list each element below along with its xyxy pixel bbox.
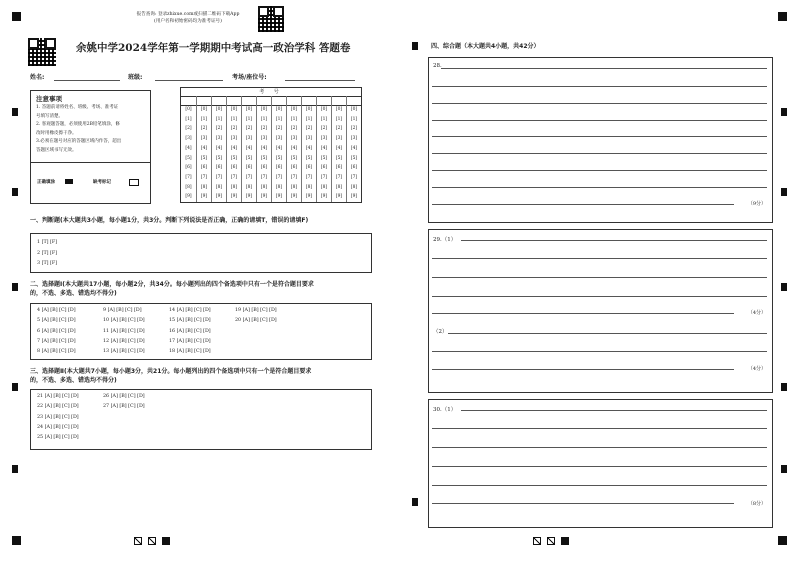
exam-digit-bubble[interactable]: [1] bbox=[335, 116, 343, 122]
exam-digit-bubble[interactable]: [3] bbox=[200, 136, 208, 142]
choice-column bbox=[103, 306, 145, 357]
exam-digit-bubble[interactable]: [2] bbox=[305, 126, 313, 132]
choice-item[interactable]: 20 [A] [B] [C] [D] bbox=[235, 318, 277, 324]
seat-field[interactable] bbox=[285, 80, 355, 81]
exam-digit-bubble[interactable]: [2] bbox=[275, 126, 283, 132]
answer-line[interactable] bbox=[432, 277, 767, 278]
judgement-item[interactable]: 3 [T] [F] bbox=[37, 261, 58, 266]
exam-digit-bubble[interactable]: [1] bbox=[245, 116, 253, 122]
report-query-note: 报告查询: 登录zhixue.com或扫描二维码下载App (用户名和初始密码均为准考证号) bbox=[136, 12, 240, 24]
exam-digit-bubble[interactable]: [8] bbox=[215, 184, 223, 190]
answer-line[interactable] bbox=[432, 258, 767, 259]
exam-digit-column[interactable] bbox=[316, 105, 331, 202]
corner-mark bbox=[778, 12, 787, 21]
exam-digit-bubble[interactable]: [4] bbox=[305, 145, 313, 151]
side-mark bbox=[12, 383, 18, 391]
exam-digit-bubble[interactable]: [8] bbox=[200, 184, 208, 190]
exam-digit-bubble[interactable]: [6] bbox=[230, 165, 238, 171]
exam-digit-column[interactable] bbox=[256, 105, 271, 202]
side-mark bbox=[781, 383, 787, 391]
exam-digit-bubble[interactable]: [9] bbox=[350, 194, 358, 200]
exam-digit-bubble[interactable]: [9] bbox=[200, 194, 208, 200]
answer-line[interactable] bbox=[432, 369, 734, 370]
corner-mark bbox=[12, 12, 21, 21]
choice-column bbox=[235, 306, 277, 327]
exam-digit-column[interactable] bbox=[181, 105, 196, 202]
exam-digit-bubble[interactable]: [6] bbox=[290, 165, 298, 171]
q29-score1: （4分） bbox=[747, 310, 766, 316]
exam-digit-bubble[interactable]: [1] bbox=[275, 116, 283, 122]
side-mark bbox=[12, 188, 18, 196]
exam-digit-bubble[interactable]: [5] bbox=[200, 155, 208, 161]
side-mark bbox=[12, 283, 18, 291]
exam-digit-bubble[interactable]: [6] bbox=[245, 165, 253, 171]
exam-digit-bubble[interactable]: [2] bbox=[335, 126, 343, 132]
exam-digit-bubble[interactable]: [0] bbox=[200, 107, 208, 112]
exam-number-grid bbox=[180, 87, 362, 203]
exam-digit-bubble[interactable]: [7] bbox=[185, 174, 192, 180]
exam-digit-bubble[interactable]: [0] bbox=[260, 107, 268, 112]
exam-digit-column[interactable] bbox=[286, 105, 301, 202]
exam-digit-bubble[interactable]: [0] bbox=[275, 107, 283, 112]
exam-digit-bubble[interactable]: [4] bbox=[350, 145, 358, 151]
q28-box bbox=[428, 57, 773, 223]
exam-digit-bubble[interactable]: [6] bbox=[275, 165, 283, 171]
exam-digit-bubble[interactable]: [4] bbox=[200, 145, 208, 151]
notice-item: 号填写清楚。 bbox=[36, 113, 63, 119]
answer-line[interactable] bbox=[432, 204, 734, 205]
exam-digit-bubble[interactable]: [3] bbox=[290, 136, 298, 142]
exam-digit-bubble[interactable]: [8] bbox=[245, 184, 253, 190]
answer-line[interactable] bbox=[432, 86, 767, 87]
notice-title: 注意事项 bbox=[36, 95, 62, 103]
exam-digit-bubble[interactable]: [8] bbox=[335, 184, 343, 190]
exam-digit-bubble[interactable]: [0] bbox=[230, 107, 238, 112]
exam-digit-bubble[interactable]: [0] bbox=[350, 107, 358, 112]
exam-digit-bubble[interactable]: [1] bbox=[215, 116, 223, 122]
answer-line[interactable] bbox=[432, 153, 767, 154]
exam-digit-bubble[interactable]: [2] bbox=[320, 126, 328, 132]
answer-line[interactable] bbox=[432, 187, 767, 188]
notice-item: 3.必须在题号对应的答题区域内作答，超出 bbox=[36, 139, 122, 144]
exam-digit-bubble[interactable]: [1] bbox=[320, 116, 328, 122]
choice-item[interactable]: 17 [A] [B] [C] [D] bbox=[169, 338, 211, 344]
exam-digit-bubble[interactable]: [8] bbox=[230, 184, 238, 190]
choice-item[interactable]: 15 [A] [B] [C] [D] bbox=[169, 318, 211, 324]
notice-item: 答题区域书写无效。 bbox=[36, 147, 77, 153]
q28-score: （9分） bbox=[747, 201, 766, 207]
exam-digit-bubble[interactable]: [7] bbox=[230, 174, 238, 180]
exam-digit-bubble[interactable]: [1] bbox=[185, 116, 192, 122]
exam-number-columns bbox=[181, 105, 361, 202]
choice-item[interactable]: 9 [A] [B] [C] [D] bbox=[103, 308, 142, 313]
choice-column bbox=[37, 306, 76, 357]
q30-box bbox=[428, 399, 773, 528]
name-field[interactable] bbox=[54, 80, 120, 81]
exam-digit-bubble[interactable]: [4] bbox=[275, 145, 283, 151]
exam-digit-bubble[interactable]: [9] bbox=[290, 194, 298, 200]
answer-line[interactable] bbox=[432, 466, 767, 467]
notice-box bbox=[30, 90, 151, 204]
section1-title: 一、判断题(本大题共3小题，每小题1分，共3分。判断下列说法是否正确，正确的请填T，错误的请填F) bbox=[30, 217, 309, 224]
exam-digit-bubble[interactable]: [1] bbox=[350, 116, 358, 122]
correct-fill-sample bbox=[65, 179, 73, 184]
exam-number-header: 考 号 bbox=[259, 89, 283, 95]
answer-line[interactable] bbox=[432, 503, 734, 504]
choice-item[interactable]: 16 [A] [B] [C] [D] bbox=[169, 328, 211, 334]
exam-digit-bubble[interactable]: [5] bbox=[290, 155, 298, 161]
choice-item[interactable]: 22 [A] [B] [C] [D] bbox=[37, 404, 79, 410]
choice-item[interactable]: 10 [A] [B] [C] [D] bbox=[103, 318, 145, 324]
exam-digit-bubble[interactable]: [7] bbox=[350, 174, 358, 180]
exam-digit-bubble[interactable]: [2] bbox=[230, 126, 238, 132]
section4-title: 四、综合题（本大题共4小题，共42分） bbox=[431, 43, 540, 50]
side-mark bbox=[12, 108, 18, 116]
exam-digit-bubble[interactable]: [4] bbox=[230, 145, 238, 151]
missing-mark-label: 缺考标记 bbox=[93, 180, 111, 185]
exam-digit-bubble[interactable]: [3] bbox=[320, 136, 328, 142]
exam-digit-bubble[interactable]: [8] bbox=[185, 184, 192, 190]
answer-line[interactable] bbox=[432, 136, 767, 137]
q29-sub2-label: （2） bbox=[433, 329, 448, 335]
exam-digit-bubble[interactable]: [0] bbox=[185, 107, 192, 112]
page-mark bbox=[533, 537, 541, 545]
answer-line[interactable] bbox=[461, 240, 767, 241]
exam-digit-bubble[interactable]: [7] bbox=[260, 174, 268, 180]
exam-digit-bubble[interactable]: [3] bbox=[230, 136, 238, 142]
side-mark bbox=[12, 465, 18, 473]
exam-digit-bubble[interactable]: [0] bbox=[215, 107, 223, 112]
exam-digit-bubble[interactable]: [0] bbox=[245, 107, 253, 112]
exam-digit-bubble[interactable]: [3] bbox=[275, 136, 283, 142]
exam-digit-bubble[interactable]: [9] bbox=[260, 194, 268, 200]
page-mark bbox=[134, 537, 142, 545]
exam-digit-bubble[interactable]: [6] bbox=[320, 165, 328, 171]
answer-line[interactable] bbox=[441, 68, 767, 69]
exam-digit-bubble[interactable]: [1] bbox=[230, 116, 238, 122]
q28-label: 28. bbox=[433, 63, 442, 69]
qr-code-icon bbox=[28, 38, 56, 66]
exam-digit-bubble[interactable]: [8] bbox=[260, 184, 268, 190]
side-mark bbox=[412, 498, 418, 506]
exam-digit-bubble[interactable]: [7] bbox=[200, 174, 208, 180]
section2-title: 二、选择题Ⅰ(本大题共17小题，每小题2分，共34分。每小题列出的四个备选项中只有一个是符合题目要求 的，不选、多选、错选均不得分) bbox=[30, 281, 314, 297]
side-mark bbox=[781, 465, 787, 473]
exam-digit-bubble[interactable]: [5] bbox=[245, 155, 253, 161]
judgement-item[interactable]: 1 [T] [F] bbox=[37, 240, 58, 245]
exam-digit-column[interactable] bbox=[331, 105, 346, 202]
side-mark bbox=[412, 42, 418, 50]
exam-digit-bubble[interactable]: [1] bbox=[260, 116, 268, 122]
exam-digit-bubble[interactable]: [4] bbox=[335, 145, 343, 151]
exam-digit-column[interactable] bbox=[346, 105, 361, 202]
exam-digit-bubble[interactable]: [0] bbox=[290, 107, 298, 112]
page-mark bbox=[162, 537, 170, 545]
section3-box bbox=[30, 389, 372, 450]
name-label: 姓名: bbox=[30, 74, 45, 81]
exam-digit-bubble[interactable]: [7] bbox=[245, 174, 253, 180]
answer-line[interactable] bbox=[432, 170, 767, 171]
section2-box bbox=[30, 303, 372, 360]
exam-digit-bubble[interactable]: [8] bbox=[305, 184, 313, 190]
choice-column bbox=[169, 306, 211, 357]
exam-digit-bubble[interactable]: [5] bbox=[350, 155, 358, 161]
exam-digit-bubble[interactable]: [5] bbox=[215, 155, 223, 161]
exam-digit-bubble[interactable]: [5] bbox=[185, 155, 192, 161]
exam-digit-bubble[interactable]: [2] bbox=[215, 126, 223, 132]
page-mark bbox=[561, 537, 569, 545]
class-field[interactable] bbox=[155, 80, 223, 81]
exam-digit-bubble[interactable]: [3] bbox=[335, 136, 343, 142]
choice-item[interactable]: 12 [A] [B] [C] [D] bbox=[103, 338, 145, 344]
exam-digit-bubble[interactable]: [9] bbox=[215, 194, 223, 200]
exam-digit-bubble[interactable]: [2] bbox=[185, 126, 192, 132]
notice-item: 改时用橡皮擦干净。 bbox=[36, 130, 77, 136]
choice-item[interactable]: 18 [A] [B] [C] [D] bbox=[169, 349, 211, 355]
exam-digit-bubble[interactable]: [0] bbox=[335, 107, 343, 112]
page-title: 余姚中学2024学年第一学期期中考试高一政治学科 答题卷 bbox=[76, 42, 351, 54]
exam-digit-bubble[interactable]: [9] bbox=[245, 194, 253, 200]
exam-digit-bubble[interactable]: [9] bbox=[230, 194, 238, 200]
choice-column bbox=[37, 392, 79, 443]
exam-digit-bubble[interactable]: [4] bbox=[185, 145, 192, 151]
corner-mark bbox=[12, 536, 21, 545]
seat-label: 考场/座位号: bbox=[232, 74, 267, 81]
exam-digit-bubble[interactable]: [6] bbox=[305, 165, 313, 171]
exam-digit-bubble[interactable]: [2] bbox=[260, 126, 268, 132]
exam-digit-column[interactable] bbox=[271, 105, 286, 202]
choice-item[interactable]: 8 [A] [B] [C] [D] bbox=[37, 349, 76, 355]
exam-digit-bubble[interactable]: [6] bbox=[260, 165, 268, 171]
exam-digit-bubble[interactable]: [8] bbox=[275, 184, 283, 190]
exam-digit-bubble[interactable]: [2] bbox=[200, 126, 208, 132]
choice-item[interactable]: 19 [A] [B] [C] [D] bbox=[235, 308, 277, 313]
exam-digit-bubble[interactable]: [2] bbox=[290, 126, 298, 132]
missing-mark-checkbox[interactable] bbox=[129, 179, 139, 186]
q29-score2: （4分） bbox=[747, 366, 766, 372]
exam-digit-bubble[interactable]: [3] bbox=[350, 136, 358, 142]
exam-digit-bubble[interactable]: [9] bbox=[305, 194, 313, 200]
section3-title: 三、选择题Ⅱ(本大题共7小题，每小题3分，共21分。每小题列出的四个备选项中只有一个是符合题目要求 的，不选、多选、错选均不得分) bbox=[30, 368, 312, 384]
notice-item: 2. 客观题答题，必须使用2B铅笔填涂，修 bbox=[36, 122, 120, 127]
notice-list bbox=[36, 104, 148, 155]
exam-digit-bubble[interactable]: [1] bbox=[290, 116, 298, 122]
q29-label: 29.（1） bbox=[433, 237, 457, 243]
answer-line[interactable] bbox=[432, 296, 767, 297]
exam-digit-bubble[interactable]: [9] bbox=[185, 194, 192, 200]
answer-line[interactable] bbox=[432, 485, 767, 486]
exam-digit-bubble[interactable]: [3] bbox=[185, 136, 192, 142]
correct-fill-label: 正确填涂 bbox=[37, 180, 55, 185]
exam-digit-bubble[interactable]: [6] bbox=[215, 165, 223, 171]
section1-box bbox=[30, 233, 372, 273]
choice-item[interactable]: 23 [A] [B] [C] [D] bbox=[37, 414, 79, 420]
answer-line[interactable] bbox=[461, 410, 767, 411]
exam-digit-bubble[interactable]: [4] bbox=[260, 145, 268, 151]
judgement-list bbox=[37, 238, 57, 270]
page-mark bbox=[148, 537, 156, 545]
q30-label: 30.（1） bbox=[433, 407, 457, 413]
exam-digit-bubble[interactable]: [6] bbox=[200, 165, 208, 171]
exam-digit-bubble[interactable]: [6] bbox=[350, 165, 358, 171]
choice-item[interactable]: 4 [A] [B] [C] [D] bbox=[37, 308, 76, 313]
exam-digit-bubble[interactable]: [3] bbox=[215, 136, 223, 142]
exam-digit-bubble[interactable]: [3] bbox=[245, 136, 253, 142]
exam-digit-bubble[interactable]: [7] bbox=[320, 174, 328, 180]
answer-line[interactable] bbox=[432, 428, 767, 429]
exam-digit-bubble[interactable]: [7] bbox=[335, 174, 343, 180]
exam-digit-bubble[interactable]: [9] bbox=[335, 194, 343, 200]
answer-line[interactable] bbox=[448, 333, 767, 334]
exam-digit-bubble[interactable]: [5] bbox=[305, 155, 313, 161]
exam-digit-bubble[interactable]: [9] bbox=[320, 194, 328, 200]
exam-digit-bubble[interactable]: [7] bbox=[275, 174, 283, 180]
judgement-item[interactable]: 2 [T] [F] bbox=[37, 250, 58, 256]
exam-digit-bubble[interactable]: [2] bbox=[245, 126, 253, 132]
exam-digit-bubble[interactable]: [8] bbox=[290, 184, 298, 190]
exam-digit-bubble[interactable]: [4] bbox=[290, 145, 298, 151]
choice-item[interactable]: 25 [A] [B] [C] [D] bbox=[37, 435, 79, 441]
choice-column bbox=[103, 392, 145, 413]
corner-mark bbox=[778, 536, 787, 545]
q30-score: （8分） bbox=[747, 501, 766, 507]
choice-item[interactable]: 11 [A] [B] [C] [D] bbox=[103, 328, 145, 334]
exam-digit-bubble[interactable]: [5] bbox=[230, 155, 238, 161]
exam-digit-bubble[interactable]: [5] bbox=[260, 155, 268, 161]
exam-digit-bubble[interactable]: [4] bbox=[245, 145, 253, 151]
qr-code-icon bbox=[258, 6, 284, 32]
choice-item[interactable]: 21 [A] [B] [C] [D] bbox=[37, 394, 79, 399]
exam-digit-bubble[interactable]: [9] bbox=[275, 194, 283, 200]
exam-digit-bubble[interactable]: [3] bbox=[305, 136, 313, 142]
exam-digit-bubble[interactable]: [7] bbox=[215, 174, 223, 180]
answer-line[interactable] bbox=[432, 313, 734, 314]
exam-digit-bubble[interactable]: [7] bbox=[290, 174, 298, 180]
exam-digit-bubble[interactable]: [8] bbox=[320, 184, 328, 190]
choice-item[interactable]: 27 [A] [B] [C] [D] bbox=[103, 404, 145, 410]
answer-line[interactable] bbox=[432, 120, 767, 121]
choice-item[interactable]: 13 [A] [B] [C] [D] bbox=[103, 349, 145, 355]
side-mark bbox=[781, 188, 787, 196]
choice-item[interactable]: 6 [A] [B] [C] [D] bbox=[37, 328, 76, 334]
side-mark bbox=[781, 108, 787, 116]
exam-digit-bubble[interactable]: [6] bbox=[335, 165, 343, 171]
choice-item[interactable]: 14 [A] [B] [C] [D] bbox=[169, 308, 211, 313]
answer-line[interactable] bbox=[432, 103, 767, 104]
choice-item[interactable]: 5 [A] [B] [C] [D] bbox=[37, 318, 76, 324]
page-mark bbox=[547, 537, 555, 545]
exam-digit-column[interactable] bbox=[226, 105, 241, 202]
choice-item[interactable]: 7 [A] [B] [C] [D] bbox=[37, 338, 76, 344]
exam-digit-bubble[interactable]: [2] bbox=[350, 126, 358, 132]
side-mark bbox=[781, 283, 787, 291]
exam-digit-bubble[interactable]: [1] bbox=[305, 116, 313, 122]
class-label: 班级: bbox=[128, 74, 143, 81]
exam-digit-bubble[interactable]: [5] bbox=[335, 155, 343, 161]
exam-digit-bubble[interactable]: [0] bbox=[320, 107, 328, 112]
exam-digit-bubble[interactable]: [1] bbox=[200, 116, 208, 122]
exam-digit-bubble[interactable]: [5] bbox=[320, 155, 328, 161]
exam-digit-column[interactable] bbox=[211, 105, 226, 202]
exam-digit-bubble[interactable]: [7] bbox=[305, 174, 313, 180]
exam-digit-column[interactable] bbox=[196, 105, 211, 202]
exam-digit-bubble[interactable]: [5] bbox=[275, 155, 283, 161]
choice-item[interactable]: 26 [A] [B] [C] [D] bbox=[103, 394, 145, 399]
exam-digit-bubble[interactable]: [4] bbox=[215, 145, 223, 151]
exam-digit-column[interactable] bbox=[241, 105, 256, 202]
exam-digit-bubble[interactable]: [3] bbox=[260, 136, 268, 142]
exam-digit-bubble[interactable]: [8] bbox=[350, 184, 358, 190]
answer-line[interactable] bbox=[432, 447, 767, 448]
exam-digit-bubble[interactable]: [6] bbox=[185, 165, 192, 171]
exam-digit-bubble[interactable]: [0] bbox=[305, 107, 313, 112]
choice-item[interactable]: 24 [A] [B] [C] [D] bbox=[37, 424, 79, 430]
notice-item: 1. 答题前请将姓名、班级、考场、准考证 bbox=[36, 105, 119, 110]
exam-digit-column[interactable] bbox=[301, 105, 316, 202]
exam-digit-bubble[interactable]: [4] bbox=[320, 145, 328, 151]
answer-line[interactable] bbox=[432, 351, 767, 352]
